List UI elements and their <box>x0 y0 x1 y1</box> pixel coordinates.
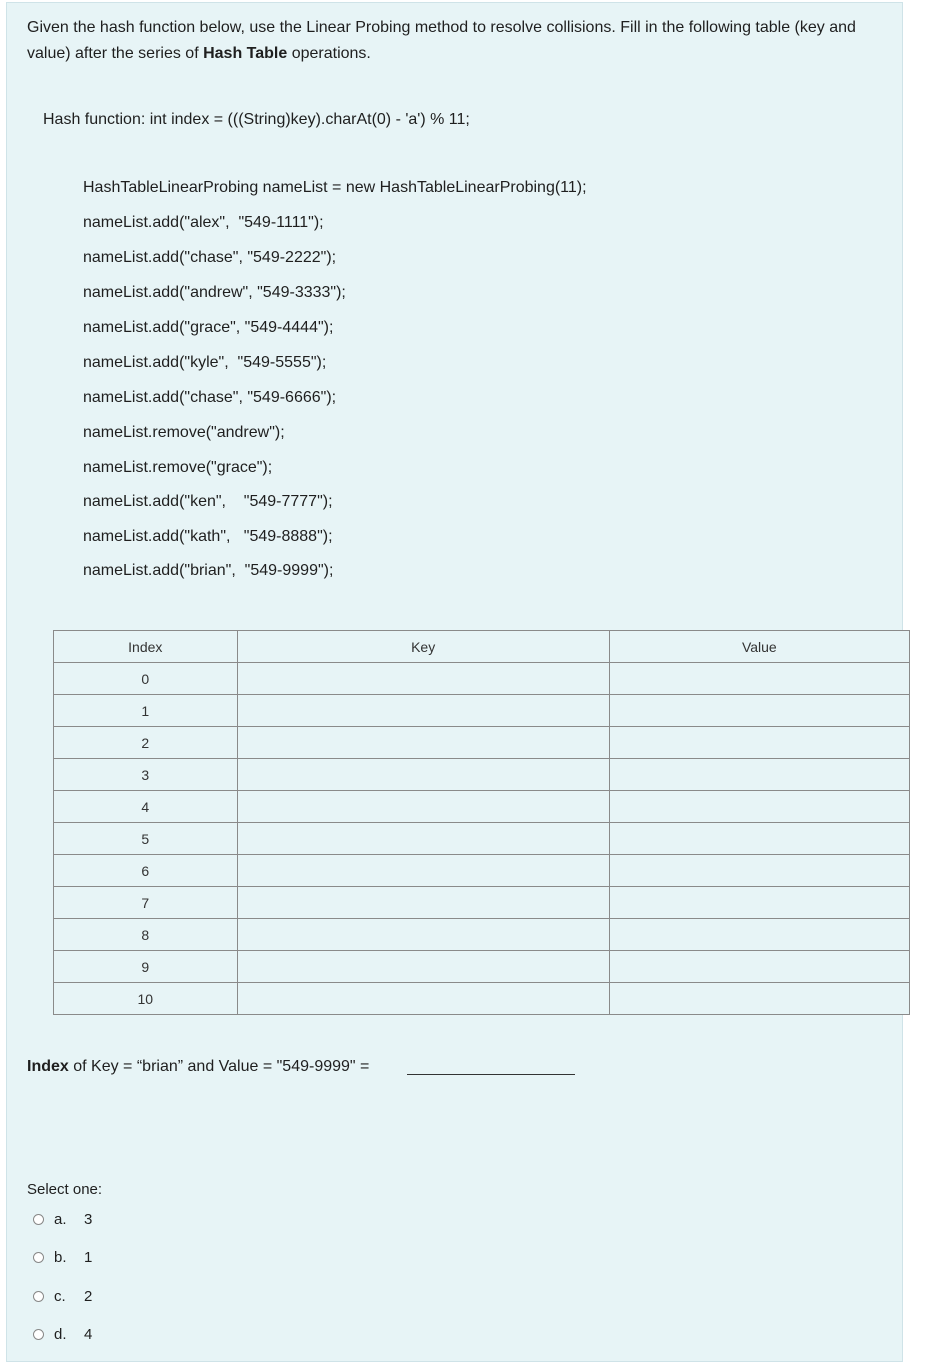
key-cell <box>237 951 609 983</box>
question-text <box>27 15 887 67</box>
hash-function: Hash function: int index = (((String)key).charAt(0) - 'a') % 11; <box>43 111 470 128</box>
table-row <box>54 887 910 919</box>
table-row <box>54 919 910 951</box>
value-cell <box>609 663 909 695</box>
table-row <box>54 727 910 759</box>
option-letter: c. <box>54 1288 66 1305</box>
code-line: nameList.add("brian", "549-9999"); <box>83 562 334 579</box>
table-row <box>54 983 910 1015</box>
option-letter: d. <box>54 1326 67 1343</box>
radio-button[interactable] <box>33 1214 44 1225</box>
key-cell <box>237 983 609 1015</box>
code-line: nameList.remove("grace"); <box>83 459 273 476</box>
value-cell <box>609 951 909 983</box>
code-line: nameList.add("andrew", "549-3333"); <box>83 284 346 301</box>
index-cell: 10 <box>54 983 238 1015</box>
question-intro: Given the hash function below, use the Linear Probing method to resolve collisions. Fill in the following table (key and value) after the series of <box>27 19 856 62</box>
value-cell <box>609 695 909 727</box>
code-line: HashTableLinearProbing nameList = new HashTableLinearProbing(11); <box>83 179 587 196</box>
key-cell <box>237 727 609 759</box>
key-cell <box>237 663 609 695</box>
table-row <box>54 695 910 727</box>
option-letter: b. <box>54 1249 67 1266</box>
key-cell <box>237 919 609 951</box>
key-cell <box>237 887 609 919</box>
select-one-label: Select one: <box>27 1181 103 1198</box>
value-cell <box>609 823 909 855</box>
table-row <box>54 759 910 791</box>
question-outro: operations. <box>287 45 371 62</box>
key-cell <box>237 759 609 791</box>
index-cell: 1 <box>54 695 238 727</box>
index-cell: 8 <box>54 919 238 951</box>
header-key: Key <box>237 631 609 663</box>
header-index: Index <box>54 631 238 663</box>
header-value: Value <box>609 631 909 663</box>
option-letter: a. <box>54 1211 67 1228</box>
option-d[interactable] <box>33 1326 92 1343</box>
index-cell: 2 <box>54 727 238 759</box>
index-cell: 3 <box>54 759 238 791</box>
code-line: nameList.add("kath", "549-8888"); <box>83 528 333 545</box>
answer-prompt-text: of Key = “brian” and Value = "549-9999" = <box>68 1058 370 1075</box>
answer-blank <box>407 1074 575 1075</box>
key-cell <box>237 823 609 855</box>
table-row <box>54 791 910 823</box>
option-value: 3 <box>84 1211 93 1228</box>
answer-prompt <box>27 1058 369 1076</box>
key-cell <box>237 695 609 727</box>
hash-table <box>53 630 910 1015</box>
code-line: nameList.add("chase", "549-6666"); <box>83 389 337 406</box>
code-line: nameList.add("alex", "549-1111"); <box>83 214 324 231</box>
index-cell: 0 <box>54 663 238 695</box>
code-line: nameList.remove("andrew"); <box>83 424 285 441</box>
index-cell: 9 <box>54 951 238 983</box>
option-b[interactable] <box>33 1249 92 1266</box>
radio-button[interactable] <box>33 1291 44 1302</box>
option-value: 2 <box>84 1288 93 1305</box>
code-line: nameList.add("kyle", "549-5555"); <box>83 354 327 371</box>
key-cell <box>237 791 609 823</box>
index-cell: 5 <box>54 823 238 855</box>
table-row <box>54 951 910 983</box>
value-cell <box>609 791 909 823</box>
value-cell <box>609 919 909 951</box>
value-cell <box>609 855 909 887</box>
radio-button[interactable] <box>33 1329 44 1340</box>
code-line: nameList.add("chase", "549-2222"); <box>83 249 337 266</box>
radio-button[interactable] <box>33 1252 44 1263</box>
value-cell <box>609 983 909 1015</box>
value-cell <box>609 759 909 791</box>
table-header-row <box>54 631 910 663</box>
table-row <box>54 823 910 855</box>
option-c[interactable] <box>33 1288 92 1305</box>
answer-prompt-bold: Index <box>27 1058 69 1075</box>
index-cell: 7 <box>54 887 238 919</box>
code-line: nameList.add("grace", "549-4444"); <box>83 319 334 336</box>
question-panel <box>6 2 903 1362</box>
code-line: nameList.add("ken", "549-7777"); <box>83 493 333 510</box>
option-value: 1 <box>84 1249 93 1266</box>
table-body <box>54 663 910 1015</box>
index-cell: 6 <box>54 855 238 887</box>
key-cell <box>237 855 609 887</box>
table-row <box>54 663 910 695</box>
table-row <box>54 855 910 887</box>
value-cell <box>609 727 909 759</box>
option-a[interactable] <box>33 1211 92 1228</box>
value-cell <box>609 887 909 919</box>
index-cell: 4 <box>54 791 238 823</box>
option-value: 4 <box>84 1326 93 1343</box>
question-bold: Hash Table <box>203 45 288 62</box>
